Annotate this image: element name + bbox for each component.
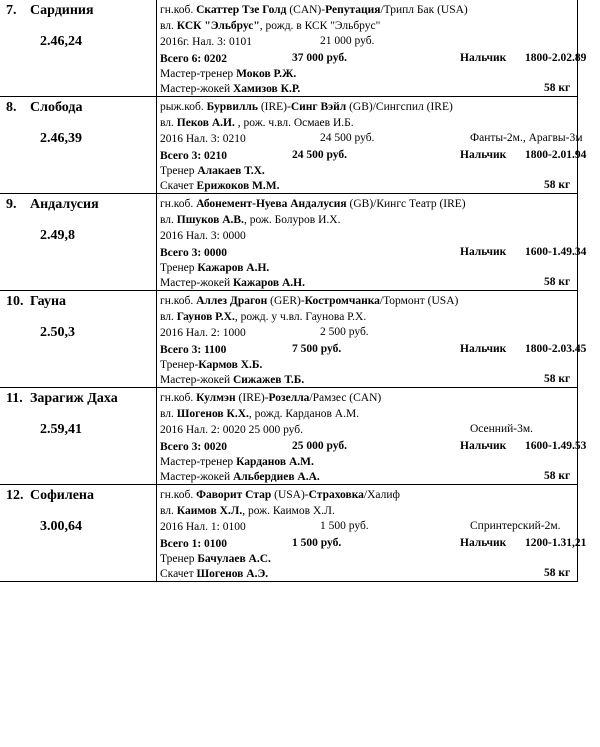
breeding-line: гн.коб. Фаворит Стар (USA)-Страховка/Халиф — [160, 489, 400, 501]
year-stats: 2016 Нал. 2: 0020 25 000 руб. — [160, 424, 303, 436]
breeding-line: гн.коб. Скаттер Тзе Голд (CAN)-Репутация/Трипл Бак (USA) — [160, 4, 468, 16]
total-prize: 25 000 руб. — [292, 440, 347, 452]
jockey-line: Мастер-жокей Сижажев Т.Б. — [160, 374, 305, 386]
right-border — [577, 0, 578, 96]
sire-name: Аллез Драгон — [196, 295, 268, 307]
jockey-line: Мастер-жокей Альбердиев А.А. — [160, 471, 320, 483]
horse-name: Зарагиж Даха — [30, 391, 118, 406]
column-divider — [156, 388, 157, 484]
year-prize: 2 500 руб. — [320, 326, 369, 338]
jockey-weight: 58 кг — [544, 567, 571, 579]
column-divider — [156, 194, 157, 290]
race-comment: Спринтерский-2м. — [470, 520, 561, 532]
year-prize: 1 500 руб. — [320, 520, 369, 532]
horse-name: Софилена — [30, 488, 94, 503]
horse-name: Сардиния — [30, 3, 94, 18]
entry-number: 7. — [6, 3, 17, 18]
distance-time: 1600-1.49.34 — [525, 246, 587, 258]
owner-name: Шогенов К.Х. — [176, 408, 249, 420]
horse-entry — [0, 485, 600, 582]
right-border — [577, 97, 578, 193]
owner-line: вл. Шогенов К.Х., рожд. Карданов А.М. — [160, 408, 360, 420]
dam-name: Розелла — [268, 392, 310, 404]
total-prize: 1 500 руб. — [292, 537, 342, 549]
owner-line: вл. КСК "Эльбрус", рожд. в КСК "Эльбрус" — [160, 20, 381, 32]
dam-name: Синг Вэйл — [290, 101, 347, 113]
year-prize: 21 000 руб. — [320, 35, 375, 47]
owner-line: вл. Пеков А.И. , рож. ч.вл. Осмаев И.Б. — [160, 117, 354, 129]
jockey-name: Шогенов А.Э. — [196, 568, 269, 580]
column-divider — [156, 0, 157, 96]
owner-name: Гаунов Р.Х. — [176, 311, 235, 323]
row-divider — [0, 581, 578, 582]
breeding-line: гн.коб. Кулмэн (IRE)-Розелла/Рамзес (CAN) — [160, 392, 382, 404]
owner-name: Пеков А.И. — [176, 117, 235, 129]
jockey-name: Ерижоков М.М. — [196, 180, 280, 192]
entry-number: 8. — [6, 100, 17, 115]
race-time: 2.49,8 — [40, 228, 75, 243]
distance-time: 1800-2.01.94 — [525, 149, 587, 161]
trainer-line: Тренер-Кармов Х.Б. — [160, 359, 263, 371]
year-stats: 2016 Нал. 3: 0000 — [160, 230, 246, 242]
race-time: 3.00,64 — [40, 519, 82, 534]
trainer-line: Тренер Бачулаев А.С. — [160, 553, 271, 565]
dam-name: Страховка — [308, 489, 364, 501]
sire-name: Скаттер Тзе Голд — [196, 4, 287, 16]
race-place: Нальчик — [460, 343, 507, 355]
race-time: 2.46,24 — [40, 34, 82, 49]
year-prize: 24 500 руб. — [320, 132, 375, 144]
horse-entry — [0, 194, 600, 291]
jockey-line: Мастер-жокей Кажаров А.Н. — [160, 277, 305, 289]
total-stats: Всего 3: 1100 — [160, 344, 227, 356]
dam-name: Костромчанка — [304, 295, 380, 307]
entry-number: 11. — [6, 391, 23, 406]
column-divider — [156, 485, 157, 581]
horse-entry — [0, 0, 600, 97]
race-place: Нальчик — [460, 246, 507, 258]
race-comment: Фанты-2м., Арагвы-3м — [470, 132, 583, 144]
jockey-line: Скачет Шогенов А.Э. — [160, 568, 269, 580]
race-time: 2.50,3 — [40, 325, 75, 340]
distance-time: 1800-2.02.89 — [525, 52, 587, 64]
total-stats: Всего 3: 0020 — [160, 441, 228, 453]
owner-name: Каимов Х.Л. — [176, 505, 243, 517]
trainer-name: Карданов А.М. — [236, 456, 314, 468]
total-stats: Всего 1: 0100 — [160, 538, 228, 550]
jockey-name: Кажаров А.Н. — [233, 277, 305, 289]
jockey-line: Скачет Ерижоков М.М. — [160, 180, 280, 192]
horse-entry — [0, 291, 600, 388]
entry-number: 9. — [6, 197, 17, 212]
trainer-line: Мастер-тренер Моков Р.Ж. — [160, 68, 297, 80]
breeding-line: гн.коб. Аллез Драгон (GER)-Костромчанка/Тормонт (USA) — [160, 295, 459, 307]
jockey-weight: 58 кг — [544, 373, 571, 385]
right-border — [577, 291, 578, 387]
horse-name: Слобода — [30, 100, 83, 115]
owner-line: вл. Каимов Х.Л., рож. Каимов Х.Л. — [160, 505, 335, 517]
horse-name: Андалусия — [30, 197, 99, 212]
total-prize: 37 000 руб. — [292, 52, 347, 64]
right-border — [577, 194, 578, 290]
total-prize: 7 500 руб. — [292, 343, 342, 355]
sire-name: Кулмэн — [196, 392, 236, 404]
owner-name: Пшуков А.В. — [176, 214, 244, 226]
race-time: 2.46,39 — [40, 131, 82, 146]
horse-entry — [0, 388, 600, 485]
distance-time: 1200-1.31,21 — [525, 537, 587, 549]
trainer-name: Алакаев Т.Х. — [197, 165, 265, 177]
trainer-name: Кажаров А.Н. — [197, 262, 270, 274]
distance-time: 1600-1.49.53 — [525, 440, 587, 452]
owner-line: вл. Гаунов Р.Х., рожд. у ч.вл. Гаунова Р.Х. — [160, 311, 367, 323]
distance-time: 1800-2.03.45 — [525, 343, 587, 355]
jockey-name: Альбердиев А.А. — [233, 471, 320, 483]
horse-name: Гауна — [30, 294, 67, 309]
column-divider — [156, 97, 157, 193]
race-time: 2.59,41 — [40, 422, 82, 437]
trainer-line: Мастер-тренер Карданов А.М. — [160, 456, 314, 468]
total-stats: Всего 6: 0202 — [160, 53, 228, 65]
year-stats: 2016 Нал. 1: 0100 — [160, 521, 246, 533]
trainer-line: Тренер Алакаев Т.Х. — [160, 165, 265, 177]
trainer-line: Тренер Кажаров А.Н. — [160, 262, 270, 274]
jockey-name: Сижажев Т.Б. — [233, 374, 305, 386]
trainer-name: Бачулаев А.С. — [197, 553, 271, 565]
total-stats: Всего 3: 0000 — [160, 247, 228, 259]
jockey-weight: 58 кг — [544, 179, 571, 191]
jockey-line: Мастер-жокей Хамизов К.Р. — [160, 83, 301, 95]
total-stats: Всего 3: 0210 — [160, 150, 228, 162]
year-stats: 2016 Нал. 2: 1000 — [160, 327, 246, 339]
sire-name: Бурвилль — [206, 101, 258, 113]
right-border — [577, 388, 578, 484]
owner-line: вл. Пшуков А.В., рож. Болуров И.Х. — [160, 214, 341, 226]
jockey-weight: 58 кг — [544, 276, 571, 288]
entry-number: 12. — [6, 488, 24, 503]
sire-name: Абонемент-Нуева Андалусия — [196, 198, 347, 210]
dam-name: Репутация — [325, 4, 381, 16]
jockey-weight: 58 кг — [544, 82, 571, 94]
year-stats: 2016г. Нал. 3: 0101 — [160, 36, 252, 48]
breeding-line: гн.коб. Абонемент-Нуева Андалусия (GB)/Кингс Театр (IRE) — [160, 198, 466, 210]
jockey-weight: 58 кг — [544, 470, 571, 482]
right-border — [577, 485, 578, 581]
horse-entry — [0, 97, 600, 194]
total-prize: 24 500 руб. — [292, 149, 347, 161]
owner-name: КСК "Эльбрус" — [176, 20, 260, 32]
breeding-line: рыж.коб. Бурвилль (IRE)-Синг Вэйл (GB)/Сингспил (IRE) — [160, 101, 453, 113]
trainer-name: Моков Р.Ж. — [236, 68, 297, 80]
race-place: Нальчик — [460, 149, 507, 161]
entry-number: 10. — [6, 294, 24, 309]
race-place: Нальчик — [460, 440, 507, 452]
race-place: Нальчик — [460, 537, 507, 549]
jockey-name: Хамизов К.Р. — [233, 83, 301, 95]
race-place: Нальчик — [460, 52, 507, 64]
sire-name: Фаворит Стар — [196, 489, 272, 501]
year-stats: 2016 Нал. 3: 0210 — [160, 133, 246, 145]
column-divider — [156, 291, 157, 387]
race-comment: Осенний-3м. — [470, 423, 534, 435]
trainer-name: Кармов Х.Б. — [198, 359, 263, 371]
